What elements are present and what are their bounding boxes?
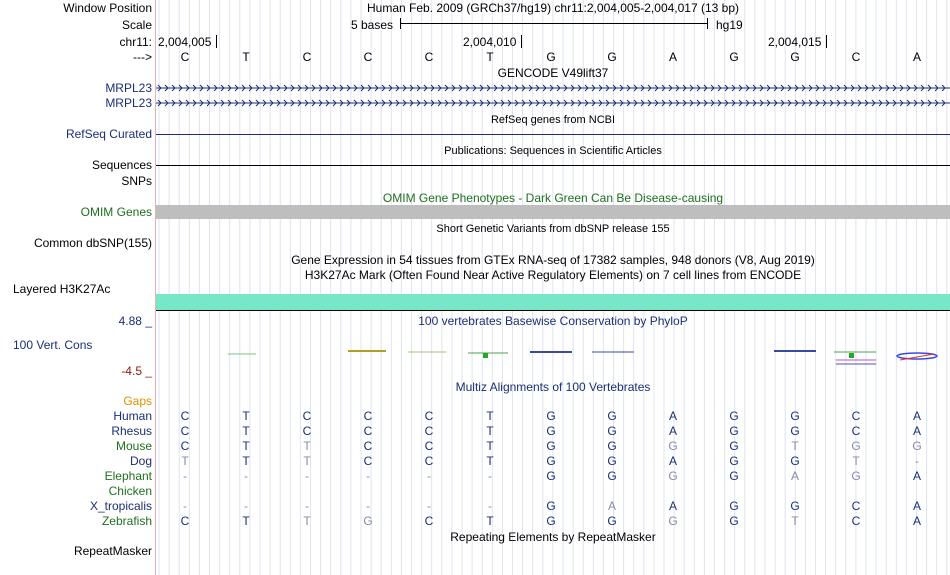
alignment-base: - — [305, 469, 309, 483]
gencode-track-title[interactable]: GENCODE V49lift37 — [497, 66, 609, 80]
alignment-base: G — [607, 469, 617, 483]
scale-bar-left-tick — [400, 18, 401, 29]
alignment-base: G — [912, 439, 922, 453]
alignment-base: T — [791, 514, 799, 528]
alignment-base: A — [912, 499, 921, 513]
base-letter: A — [912, 50, 921, 64]
sequences-label[interactable]: Sequences — [91, 158, 152, 172]
snps-label[interactable]: SNPs — [121, 174, 152, 188]
alignment-base: A — [668, 499, 677, 513]
window-position-label: Window Position — [63, 1, 152, 15]
alignment-base: T — [486, 514, 494, 528]
alignment-base: C — [424, 439, 434, 453]
alignment-base: G — [363, 514, 373, 528]
omim-track-title[interactable]: OMIM Gene Phenotypes - Dark Green Can Be Disease-causing — [382, 191, 724, 205]
alignment-base: - — [366, 499, 370, 513]
coord-tick-mark-2 — [521, 35, 522, 48]
base-letter: C — [180, 50, 190, 64]
refseq-track-title[interactable]: RefSeq genes from NCBI — [490, 114, 616, 126]
base-letter: G — [790, 50, 800, 64]
alignment-base: G — [729, 454, 739, 468]
alignment-base: A — [607, 499, 616, 513]
alignment-base: - — [244, 469, 248, 483]
coord-tick-mark-3 — [826, 35, 827, 48]
base-letter: C — [851, 50, 861, 64]
alignment-base: T — [242, 409, 250, 423]
alignment-species-label[interactable]: Elephant — [104, 469, 152, 483]
alignment-base: G — [851, 439, 861, 453]
alignment-base: G — [790, 454, 800, 468]
gaps-label[interactable]: Gaps — [123, 394, 152, 408]
alignment-base: G — [729, 439, 739, 453]
multiz-track-title[interactable]: Multiz Alignments of 100 Vertebrates — [455, 380, 651, 394]
alignment-species-label[interactable]: Rhesus — [111, 424, 152, 438]
alignment-base: C — [302, 409, 312, 423]
cons-max-label: 4.88 _ — [118, 314, 152, 328]
alignment-base: A — [912, 424, 921, 438]
alignment-base: - — [183, 499, 187, 513]
coord-tick-2: 2,004,010 — [463, 35, 517, 49]
coord-tick-mark-1 — [216, 35, 217, 48]
scale-label: Scale — [121, 18, 152, 32]
cons-plot[interactable] — [156, 340, 950, 370]
alignment-base: G — [607, 439, 617, 453]
alignment-base: G — [546, 424, 556, 438]
alignment-base: C — [180, 439, 190, 453]
alignment-base: G — [668, 439, 678, 453]
alignment-base: T — [303, 454, 311, 468]
alignment-base: T — [242, 439, 250, 453]
alignment-base: C — [363, 409, 373, 423]
dbsnp-label[interactable]: Common dbSNP(155) — [33, 236, 152, 250]
coord-tick-3: 2,004,015 — [768, 35, 822, 49]
alignment-base: A — [912, 514, 921, 528]
alignment-base: C — [180, 409, 190, 423]
base-letter: T — [486, 50, 494, 64]
alignment-base: G — [729, 469, 739, 483]
alignment-base: T — [486, 439, 494, 453]
alignment-base: G — [790, 499, 800, 513]
alignment-base: G — [607, 514, 617, 528]
alignment-base: G — [546, 499, 556, 513]
gencode-gene-1-intron[interactable] — [156, 81, 950, 95]
alignment-base: G — [607, 424, 617, 438]
base-letter: G — [729, 50, 739, 64]
alignment-species-label[interactable]: Mouse — [115, 439, 152, 453]
publications-track-title[interactable]: Publications: Sequences in Scientific Articles — [444, 145, 662, 157]
alignment-base: - — [305, 499, 309, 513]
alignment-base: - — [427, 499, 431, 513]
alignment-base: C — [851, 424, 861, 438]
alignment-base: G — [790, 424, 800, 438]
alignment-base: A — [668, 424, 677, 438]
alignment-species-label[interactable]: Human — [113, 409, 152, 423]
h3k27ac-track-title[interactable]: H3K27Ac Mark (Often Found Near Active Regulatory Elements) on 7 cell lines from ENCODE — [304, 268, 802, 282]
cons-label[interactable]: 100 Vert. Cons — [13, 338, 93, 352]
alignment-base: C — [363, 439, 373, 453]
alignment-base: T — [303, 514, 311, 528]
alignment-base: A — [912, 469, 921, 483]
h3k27ac-baseline — [156, 310, 950, 311]
alignment-base: C — [424, 424, 434, 438]
alignment-base: A — [790, 469, 799, 483]
cons-track-title[interactable]: 100 vertebrates Basewise Conservation by PhyloP — [418, 314, 688, 328]
alignment-base: - — [244, 499, 248, 513]
alignment-base: G — [607, 409, 617, 423]
alignment-base: - — [488, 469, 492, 483]
alignment-base: G — [790, 409, 800, 423]
base-letter: G — [607, 50, 617, 64]
h3k27ac-label[interactable]: Layered H3K27Ac — [13, 282, 111, 296]
gencode-gene-label-1[interactable]: MRPL23 — [105, 81, 152, 95]
alignment-base: T — [242, 424, 250, 438]
alignment-species-label[interactable]: Dog — [129, 454, 152, 468]
alignment-base: G — [729, 499, 739, 513]
scale-bases: 5 bases — [351, 18, 394, 32]
alignment-base: G — [546, 409, 556, 423]
alignment-base: G — [729, 424, 739, 438]
alignment-base: A — [668, 409, 677, 423]
alignment-base: C — [851, 409, 861, 423]
alignment-base: T — [303, 439, 311, 453]
refseq-line[interactable] — [156, 134, 950, 135]
omim-gene-bar[interactable] — [156, 205, 950, 219]
alignment-species-label[interactable]: Zebrafish — [101, 514, 152, 528]
alignment-base: C — [302, 424, 312, 438]
gtex-track-title[interactable]: Gene Expression in 54 tissues from GTEx RNA-seq of 17382 samples, 948 donors (V8, Aug 2019) — [291, 253, 815, 267]
alignment-base: T — [242, 454, 250, 468]
base-letter: C — [363, 50, 373, 64]
alignment-base: T — [486, 454, 494, 468]
alignment-base: C — [180, 514, 190, 528]
alignment-base: A — [668, 454, 677, 468]
alignment-base: C — [180, 424, 190, 438]
alignment-base: G — [546, 514, 556, 528]
alignment-base: - — [427, 469, 431, 483]
omim-label[interactable]: OMIM Genes — [80, 205, 152, 219]
repeatmasker-track-title[interactable]: Repeating Elements by RepeatMasker — [450, 530, 656, 544]
alignment-base: T — [852, 454, 860, 468]
alignment-base: G — [546, 469, 556, 483]
cons-min-label: -4.5 _ — [121, 364, 152, 378]
base-letter: C — [302, 50, 312, 64]
chrom-label: chr11: — [119, 35, 152, 49]
dbsnp-track-title[interactable]: Short Genetic Variants from dbSNP release 155 — [436, 223, 670, 235]
alignment-base: G — [668, 514, 678, 528]
repeatmasker-label[interactable]: RepeatMasker — [73, 544, 152, 558]
sequences-line[interactable] — [156, 165, 950, 166]
alignment-base: G — [668, 469, 678, 483]
alignment-base: T — [242, 514, 250, 528]
alignment-base: C — [851, 514, 861, 528]
alignment-base: G — [729, 409, 739, 423]
alignment-base: - — [488, 499, 492, 513]
alignment-base: - — [915, 454, 919, 468]
h3k27ac-signal-bar[interactable] — [156, 294, 950, 310]
alignment-base: C — [424, 454, 434, 468]
alignment-base: T — [791, 439, 799, 453]
alignment-base: G — [546, 439, 556, 453]
base-letter: G — [546, 50, 556, 64]
alignment-base: A — [912, 409, 921, 423]
gencode-gene-2-intron[interactable] — [156, 96, 950, 110]
scale-bar — [400, 23, 708, 24]
refseq-label[interactable]: RefSeq Curated — [65, 127, 152, 141]
alignment-base: G — [607, 454, 617, 468]
alignment-base: C — [363, 424, 373, 438]
alignment-base: C — [424, 409, 434, 423]
alignment-species-label[interactable]: Chicken — [108, 484, 152, 498]
gencode-gene-label-2[interactable]: MRPL23 — [105, 96, 152, 110]
scale-bar-right-tick — [707, 18, 708, 29]
alignment-base: G — [851, 469, 861, 483]
alignment-base: C — [363, 454, 373, 468]
window-position-value[interactable]: Human Feb. 2009 (GRCh37/hg19) chr11:2,004,005-2,004,017 (13 bp) — [366, 1, 740, 15]
alignment-base: - — [366, 469, 370, 483]
alignment-base: - — [183, 469, 187, 483]
alignment-base: C — [424, 514, 434, 528]
base-letter: T — [242, 50, 250, 64]
strand-label: ---> — [133, 50, 152, 64]
alignment-base: T — [486, 424, 494, 438]
alignment-base: G — [729, 514, 739, 528]
alignment-base: C — [851, 499, 861, 513]
alignment-species-label[interactable]: X_tropicalis — [89, 499, 152, 513]
base-letter: C — [424, 50, 434, 64]
base-letter: A — [668, 50, 677, 64]
scale-assembly: hg19 — [716, 18, 743, 32]
alignment-base: T — [486, 409, 494, 423]
alignment-base: T — [181, 454, 189, 468]
alignment-base: G — [546, 454, 556, 468]
coord-tick-1: 2,004,005 — [158, 35, 212, 49]
